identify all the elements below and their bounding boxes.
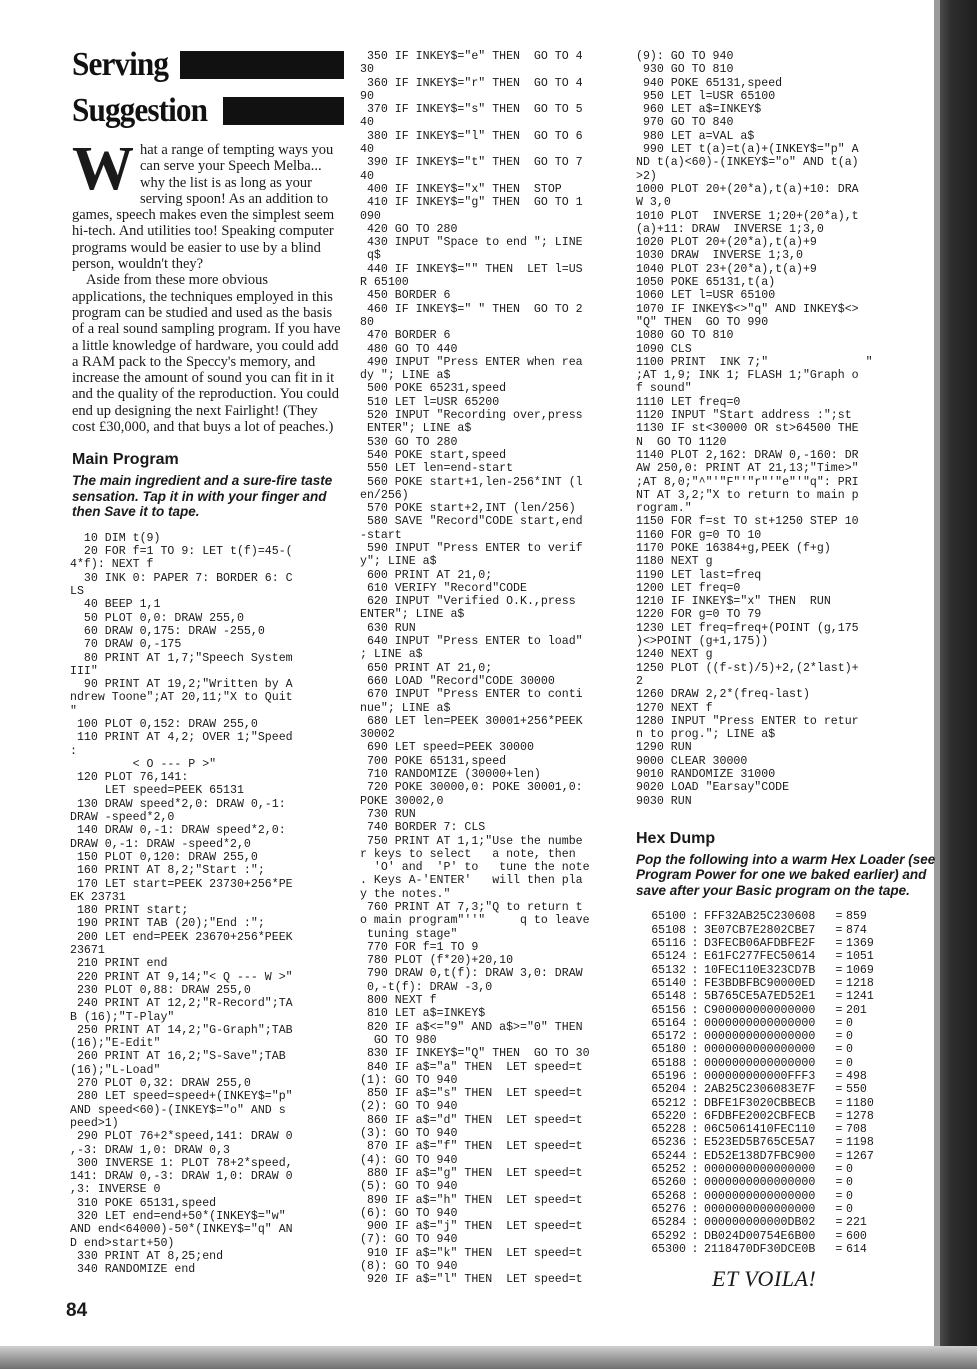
hex-address: 65244 — [651, 1149, 686, 1163]
hex-row — [644, 1190, 936, 1203]
hex-equals: = — [835, 1163, 843, 1177]
hex-separator: : — [691, 937, 699, 951]
hex-checksum: 1051 — [846, 950, 874, 964]
hex-address: 65284 — [651, 1216, 686, 1230]
hex-address: 65260 — [651, 1176, 686, 1190]
hex-equals: = — [835, 1030, 843, 1044]
hex-separator: : — [691, 1069, 699, 1083]
hex-separator: : — [691, 910, 699, 924]
hex-address: 65220 — [651, 1109, 686, 1123]
hex-address: 65228 — [651, 1123, 686, 1137]
hex-bytes: D3FECB06AFDBFE2F — [704, 937, 816, 951]
hex-row — [644, 1070, 936, 1083]
main-program-heading: Main Program — [72, 451, 179, 469]
hex-checksum: 859 — [846, 910, 867, 924]
hex-bytes: 0000000000000000 — [704, 1043, 816, 1057]
hex-checksum: 201 — [846, 1003, 867, 1017]
title-line-2 — [72, 88, 344, 134]
hex-equals: = — [835, 1069, 843, 1083]
hex-address: 65212 — [651, 1096, 686, 1110]
hex-equals: = — [835, 1136, 843, 1150]
hex-checksum: 0 — [846, 1202, 853, 1216]
title-bar-2 — [223, 97, 344, 125]
hex-address: 65156 — [651, 1003, 686, 1017]
hex-checksum: 0 — [846, 1030, 853, 1044]
hex-address: 65268 — [651, 1189, 686, 1203]
hex-checksum: 0 — [846, 1163, 853, 1177]
hex-bytes: DB024D00754E6B00 — [704, 1229, 816, 1243]
hex-equals: = — [835, 1109, 843, 1123]
title-bar-1 — [180, 51, 344, 79]
hex-checksum: 0 — [846, 1189, 853, 1203]
hex-separator: : — [691, 1149, 699, 1163]
hex-separator: : — [691, 1189, 699, 1203]
page-number: 84 — [66, 1300, 88, 1321]
hex-equals: = — [835, 1083, 843, 1097]
hex-checksum: 600 — [846, 1229, 867, 1243]
hex-separator: : — [691, 1083, 699, 1097]
column-middle — [360, 50, 628, 1287]
hex-row — [644, 1136, 936, 1149]
hex-row — [644, 1030, 936, 1043]
program-listing-part-2: 350 IF INKEY$="e" THEN GO TO 4 30 360 IF INKEY$="r" THEN GO TO 4 90 370 IF INKEY$="s" THEN GO TO 5 40 380 IF INKEY$="l" THEN GO TO 6 40 390 IF INKEY$="t" THEN GO TO 7 40 400 IF INKEY$="x" THEN STOP 410 IF INKEY$="g" THEN GO TO 1 090 420 GO TO 280 430 INPUT "Space to end "; LINE q$ 440 IF INKEY$="" THEN LET l=US R 65100 450 BORDER 6 460 IF INKEY$=" " THEN GO TO 2 80 470 BORDER 6 480 GO TO 440 490 INPUT "Press ENTER when rea dy "; LINE a$ 500 POKE 65231,speed 510 LET l=USR 65200 520 INPUT "Recording over,press ENTER"; LINE a$ 530 GO TO 280 540 POKE start,speed 550 LET len=end-start 560 POKE start+1,len-256*INT (l en/256) 570 POKE start+2,INT (len/256) 580 SAVE "Record"CODE start,end -start 590 INPUT "Press ENTER to verif y"; LINE a$ 600 PRINT AT 21,0; 610 VERIFY "Record"CODE 620 INPUT "Verified O.K.,press ENTER"; LINE a$ 630 RUN 640 INPUT "Press ENTER to load" ; LINE a$ 650 PRINT AT 21,0; 660 LOAD "Record"CODE 30000 670 INPUT "Press ENTER to conti nue"; LINE a$ 680 LET len=PEEK 30001+256*PEEK 30002 690 LET speed=PEEK 30000 700 POKE 65131,speed 710 RANDOMIZE (30000+len) 720 POKE 30000,0: POKE 30001,0: POKE 30002,0 730 RUN 740 BORDER 7: CLS 750 PRINT AT 1,1;"Use the numbe r keys to select a note, then 'O' and 'P' to tune the note . Keys A-'ENTER' will then pla y the notes." 760 PRINT AT 7,3;"Q to return t o main program"''" q to leave tuning stage" 770 FOR f=1 TO 9 780 PLOT (f*20)+20,10 790 DRAW 0,t(f): DRAW 3,0: DRAW 0,-t(f): DRAW -3,0 800 NEXT f 810 LET a$=INKEY$ 820 IF a$<="9" AND a$>="0" THEN GO TO 980 830 IF INKEY$="Q" THEN GO TO 30 840 IF a$="a" THEN LET speed=t (1): GO TO 940 850 IF a$="s" THEN LET speed=t (2): GO TO 940 860 IF a$="d" THEN LET speed=t (3): GO TO 940 870 IF a$="f" THEN LET speed=t (4): GO TO 940 880 IF a$="g" THEN LET speed=t (5): GO TO 940 890 IF a$="h" THEN LET speed=t (6): GO TO 940 900 IF a$="j" THEN LET speed=t (7): GO TO 940 910 IF a$="k" THEN LET speed=t (8): GO TO 940 920 IF a$="l" THEN LET speed=t — [360, 50, 590, 1287]
hex-checksum: 874 — [846, 923, 867, 937]
page-title-serving: Serving — [72, 46, 169, 83]
hex-checksum: 1278 — [846, 1109, 874, 1123]
hex-separator: : — [691, 1136, 699, 1150]
hex-separator: : — [691, 976, 699, 990]
hex-separator: : — [691, 1109, 699, 1123]
hex-bytes: E61FC277FEC50614 — [704, 950, 816, 964]
hex-address: 65188 — [651, 1056, 686, 1070]
page-edge-shadow — [934, 0, 977, 1369]
hex-row — [644, 924, 936, 937]
hex-checksum: 1180 — [846, 1096, 874, 1110]
hex-bytes: C900000000000000 — [704, 1003, 816, 1017]
hex-bytes: 06C5061410FEC110 — [704, 1123, 816, 1137]
hex-separator: : — [691, 1096, 699, 1110]
hex-address: 65180 — [651, 1043, 686, 1057]
hex-checksum: 0 — [846, 1056, 853, 1070]
hex-equals: = — [835, 1056, 843, 1070]
hex-bytes: 10FEC110E323CD7B — [704, 963, 816, 977]
hex-bytes: 5B765CE5A7ED52E1 — [704, 990, 816, 1004]
hex-equals: = — [835, 1043, 843, 1057]
hex-separator: : — [691, 923, 699, 937]
title-line-1 — [72, 42, 344, 88]
hex-row — [644, 1150, 936, 1163]
hex-row — [644, 990, 936, 1003]
hex-row — [644, 1216, 936, 1229]
hex-dump-blurb: Pop the following into a warm Hex Loader (see Program Power for one we baked earlier) and save after your Basic program on the tape. — [636, 851, 936, 898]
hex-bytes: 0000000000000000 — [704, 1202, 816, 1216]
hex-bytes: 0000000000000000 — [704, 1016, 816, 1030]
hex-equals: = — [835, 1189, 843, 1203]
hex-address: 65204 — [651, 1083, 686, 1097]
hex-equals: = — [835, 950, 843, 964]
hex-equals: = — [835, 976, 843, 990]
hex-separator: : — [691, 1030, 699, 1044]
hex-equals: = — [835, 937, 843, 951]
hex-separator: : — [691, 1242, 699, 1256]
hex-equals: = — [835, 1216, 843, 1230]
hex-equals: = — [835, 990, 843, 1004]
hex-separator: : — [691, 950, 699, 964]
hex-dump-table — [644, 910, 936, 1256]
hex-row — [644, 1004, 936, 1017]
hex-equals: = — [835, 1016, 843, 1030]
hex-address: 65124 — [651, 950, 686, 964]
hex-address: 65132 — [651, 963, 686, 977]
hex-row — [644, 950, 936, 963]
hex-checksum: 0 — [846, 1016, 853, 1030]
hex-address: 65236 — [651, 1136, 686, 1150]
hex-equals: = — [835, 1096, 843, 1110]
hex-equals: = — [835, 963, 843, 977]
hex-bytes: ED52E138D7FBC900 — [704, 1149, 816, 1163]
hex-checksum: 1069 — [846, 963, 874, 977]
hex-separator: : — [691, 990, 699, 1004]
hex-address: 65148 — [651, 990, 686, 1004]
hex-row — [644, 1017, 936, 1030]
hex-bytes: 0000000000000000 — [704, 1056, 816, 1070]
hex-bytes: FE3BDBFBC90000ED — [704, 976, 816, 990]
sign-off: ET VOILA! — [712, 1266, 817, 1292]
hex-equals: = — [835, 1202, 843, 1216]
hex-checksum: 708 — [846, 1123, 867, 1137]
hex-row — [644, 1163, 936, 1176]
hex-address: 65292 — [651, 1229, 686, 1243]
hex-address: 65116 — [651, 937, 686, 951]
hex-equals: = — [835, 1003, 843, 1017]
hex-row — [644, 1176, 936, 1189]
hex-dump-heading: Hex Dump — [636, 829, 716, 847]
hex-separator: : — [691, 1123, 699, 1137]
hex-checksum: 1369 — [846, 937, 874, 951]
hex-row — [644, 1123, 936, 1136]
hex-row — [644, 1243, 936, 1256]
hex-row — [644, 1203, 936, 1216]
hex-separator: : — [691, 1202, 699, 1216]
hex-checksum: 0 — [846, 1043, 853, 1057]
hex-address: 65140 — [651, 976, 686, 990]
program-listing-part-1: 10 DIM t(9) 20 FOR f=1 TO 9: LET t(f)=45-( 4*f): NEXT f 30 INK 0: PAPER 7: BORDER 6: C LS 40 BEEP 1,1 50 PLOT 0,0: DRAW 255,0 60 DRAW 0,175: DRAW -255,0 70 DRAW 0,-175 80 PRINT AT 1,7;"Speech System III" 90 PRINT AT 19,2;"Written by A ndrew Toone";AT 20,11;"X to Quit " 100 PLOT 0,152: DRAW 255,0 110 PRINT AT 4,2; OVER 1;"Speed : < O --- P >" 120 PLOT 76,141: LET speed=PEEK 65131 130 DRAW speed*2,0: DRAW 0,-1: DRAW -speed*2,0 140 DRAW 0,-1: DRAW speed*2,0: DRAW 0,-1: DRAW -speed*2,0 150 PLOT 0,120: DRAW 255,0 160 PRINT AT 8,2;"Start :"; 170 LET start=PEEK 23730+256*PE EK 23731 180 PRINT start; 190 PRINT TAB (20);"End :"; 200 LET end=PEEK 23670+256*PEEK 23671 210 PRINT end 220 PRINT AT 9,14;"< Q --- W >" 230 PLOT 0,88: DRAW 255,0 240 PRINT AT 12,2;"R-Record";TA B (16);"T-Play" 250 PRINT AT 14,2;"G-Graph";TAB (16);"E-Edit" 260 PRINT AT 16,2;"S-Save";TAB (16);"L-Load" 270 PLOT 0,32: DRAW 255,0 280 LET speed=speed+(INKEY$="p" AND speed<60)-(INKEY$="o" AND s peed>1) 290 PLOT 76+2*speed,141: DRAW 0 ,-3: DRAW 1,0: DRAW 0,3 300 INVERSE 1: PLOT 78+2*speed, 141: DRAW 0,-3: DRAW 1,0: DRAW 0 ,3: INVERSE 0 310 POKE 65131,speed 320 LET end=end+50*(INKEY$="w" AND end<64000)-50*(INKEY$="q" AN D end>start+50) 330 PRINT AT 8,25;end 340 RANDOMIZE end — [70, 531, 293, 1277]
hex-separator: : — [691, 1003, 699, 1017]
hex-bytes: 6FDBFE2002CBFECB — [704, 1109, 816, 1123]
hex-bytes: 0000000000000000 — [704, 1030, 816, 1044]
hex-separator: : — [691, 1056, 699, 1070]
hex-checksum: 1218 — [846, 976, 874, 990]
hex-equals: = — [835, 910, 843, 924]
hex-equals: = — [835, 1149, 843, 1163]
hex-checksum: 614 — [846, 1242, 867, 1256]
hex-bytes: 2AB25C2306083E7F — [704, 1083, 816, 1097]
hex-bytes: 0000000000000000 — [704, 1163, 816, 1177]
intro-paragraph-1-text: hat a range of tempting ways you can serve your Speech Melba... why the list is as long as your serving spoon! As an addition to games, speech makes even the simplest seem hi-tech. And utilities too! Speaking computer programs would be easier to use by a blind person, wouldn't they? — [72, 142, 335, 273]
hex-separator: : — [691, 1216, 699, 1230]
hex-bytes: 000000000000DB02 — [704, 1216, 816, 1230]
hex-row — [644, 1083, 936, 1096]
hex-separator: : — [691, 1016, 699, 1030]
hex-separator: : — [691, 1163, 699, 1177]
hex-checksum: 550 — [846, 1083, 867, 1097]
hex-separator: : — [691, 1043, 699, 1057]
hex-checksum: 498 — [846, 1069, 867, 1083]
hex-address: 65172 — [651, 1030, 686, 1044]
hex-equals: = — [835, 1176, 843, 1190]
hex-row — [644, 1057, 936, 1070]
hex-checksum: 221 — [846, 1216, 867, 1230]
hex-address: 65108 — [651, 923, 686, 937]
column-right — [636, 50, 936, 1292]
main-program-blurb: The main ingredient and a sure-fire taste sensation. Tap it in with your finger and then Save it to tape. — [72, 473, 333, 520]
hex-row — [644, 1230, 936, 1243]
intro-paragraph-1 — [72, 135, 344, 273]
hex-address: 65196 — [651, 1069, 686, 1083]
hex-address: 65300 — [651, 1242, 686, 1256]
hex-bytes: 0000000000000000 — [704, 1176, 816, 1190]
intro-text — [72, 135, 344, 436]
hex-row — [644, 1097, 936, 1110]
hex-checksum: 1267 — [846, 1149, 874, 1163]
hex-address: 65164 — [651, 1016, 686, 1030]
bottom-edge-shadow — [0, 1346, 977, 1369]
hex-row — [644, 977, 936, 990]
hex-bytes: 0000000000000000 — [704, 1189, 816, 1203]
hex-bytes: DBFE1F3020CBBECB — [704, 1096, 816, 1110]
hex-equals: = — [835, 1242, 843, 1256]
intro-paragraph-2: Aside from these more obvious applications, the techniques employed in this program can be studied and used as the basis of a real sound sampling program. If you have a little knowledge of hardware, you could add a RAM pack to the Speccy's memory, and increase the amount of sound you can fit in it and the quality of the reproduction. You could end up designing the next Fairlight! (They cost £30,000, and that buys a lot of peaches.) — [72, 272, 341, 436]
hex-equals: = — [835, 923, 843, 937]
column-left — [72, 42, 344, 1276]
hex-row — [644, 910, 936, 923]
hex-equals: = — [835, 1123, 843, 1137]
hex-checksum: 1198 — [846, 1136, 874, 1150]
hex-bytes: 000000000000FFF3 — [704, 1069, 816, 1083]
hex-address: 65100 — [651, 910, 686, 924]
hex-address: 65276 — [651, 1202, 686, 1216]
hex-separator: : — [691, 1229, 699, 1243]
page-title-suggestion: Suggestion — [72, 92, 208, 129]
hex-bytes: 3E07CB7E2802CBE7 — [704, 923, 816, 937]
hex-bytes: FFF32AB25C230608 — [704, 910, 816, 924]
hex-separator: : — [691, 1176, 699, 1190]
program-listing-part-3: (9): GO TO 940 930 GO TO 810 940 POKE 65131,speed 950 LET l=USR 65100 960 LET a$=INKEY$ 970 GO TO 840 980 LET a=VAL a$ 990 LET t(a)=t(a)+(INKEY$="p" A ND t(a)<60)-(INKEY$="o" AND t(a) >2) 1000 PLOT 20+(20*a),t(a)+10: DRA W 3,0 1010 PLOT INVERSE 1;20+(20*a),t (a)+11: DRAW INVERSE 1;3,0 1020 PLOT 20+(20*a),t(a)+9 1030 DRAW INVERSE 1;3,0 1040 PLOT 23+(20*a),t(a)+9 1050 POKE 65131,t(a) 1060 LET l=USR 65100 1070 IF INKEY$<>"q" AND INKEY$<> "Q" THEN GO TO 990 1080 GO TO 810 1090 CLS 1100 PRINT INK 7;" " ;AT 1,9; INK 1; FLASH 1;"Graph o f sound" 1110 LET freq=0 1120 INPUT "Start address :";st 1130 IF st<30000 OR st>64500 THE N GO TO 1120 1140 PLOT 2,162: DRAW 0,-160: DR AW 250,0: PRINT AT 21,13;"Time>" ;AT 8,0;"^"'"F"'"r"'"e"'"q": PRI NT AT 3,2;"X to return to main p rogram." 1150 FOR f=st TO st+1250 STEP 10 1160 FOR g=0 TO 10 1170 POKE 16384+g,PEEK (f+g) 1180 NEXT g 1190 LET last=freq 1200 LET freq=0 1210 IF INKEY$="x" THEN RUN 1220 FOR g=0 TO 79 1230 LET freq=freq+(POINT (g,175 )<>POINT (g+1,175)) 1240 NEXT g 1250 PLOT ((f-st)/5)+2,(2*last)+ 2 1260 DRAW 2,2*(freq-last) 1270 NEXT f 1280 INPUT "Press ENTER to retur n to prog."; LINE a$ 1290 RUN 9000 CLEAR 30000 9010 RANDOMIZE 31000 9020 LOAD "Earsay"CODE 9030 RUN — [636, 50, 873, 808]
hex-row — [644, 1110, 936, 1123]
hex-bytes: 2118470DF30DCE0B — [704, 1242, 816, 1256]
hex-checksum: 0 — [846, 1176, 853, 1190]
hex-equals: = — [835, 1229, 843, 1243]
hex-address: 65252 — [651, 1163, 686, 1177]
hex-separator: : — [691, 963, 699, 977]
drop-cap: W — [72, 135, 134, 203]
hex-row — [644, 937, 936, 950]
hex-bytes: E523ED5B765CE5A7 — [704, 1136, 816, 1150]
hex-checksum: 1241 — [846, 990, 874, 1004]
hex-row — [644, 1043, 936, 1056]
hex-row — [644, 964, 936, 977]
